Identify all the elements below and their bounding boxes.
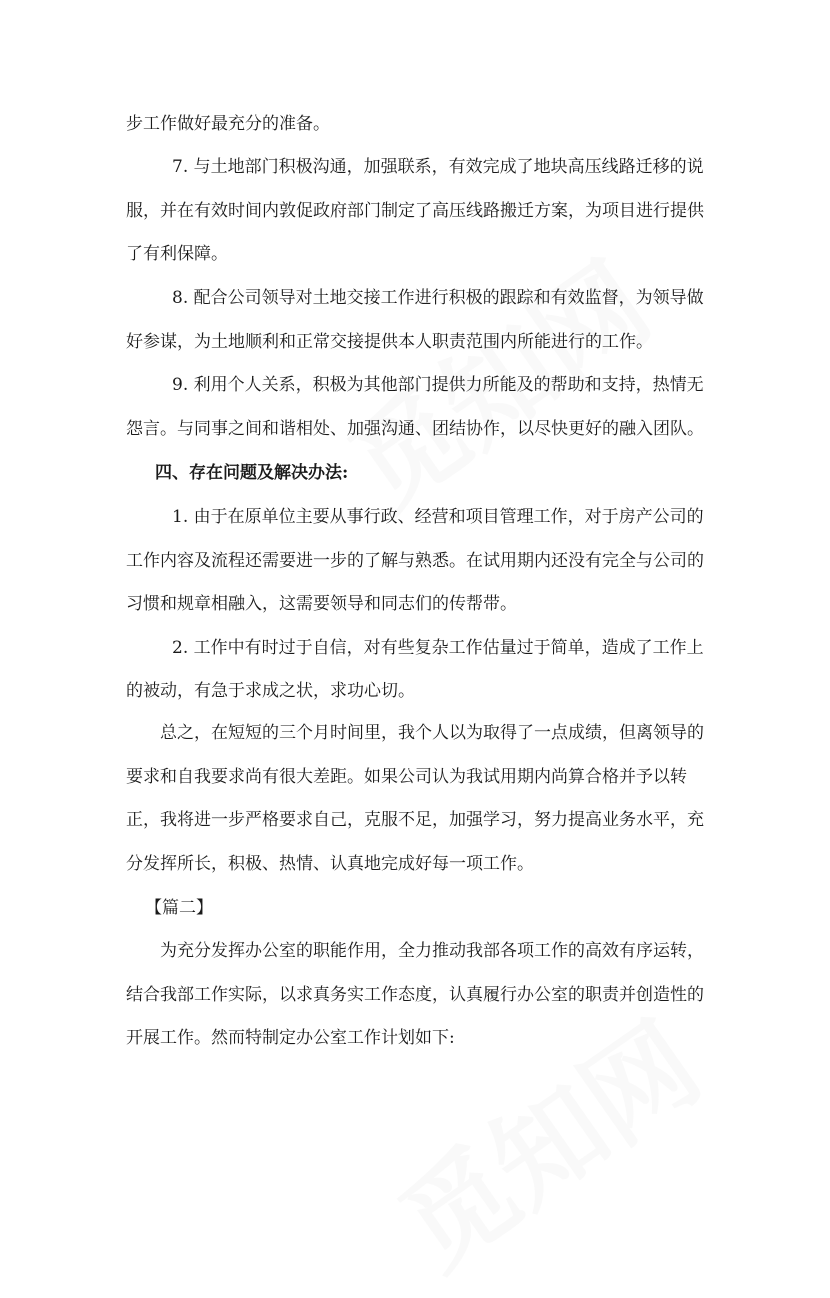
paragraph-line: 2. 工作中有时过于自信，对有些复杂工作估量过于简单，造成了工作上 xyxy=(172,638,704,658)
paragraph-line: 好参谋，为土地顺利和正常交接提供本人职责范围内所能进行的工作。 xyxy=(126,332,653,352)
paragraph-line: 习惯和规章相融入，这需要领导和同志们的传帮带。 xyxy=(126,594,517,614)
paragraph-line: 7. 与土地部门积极沟通，加强联系，有效完成了地块高压线路迁移的说 xyxy=(172,157,704,177)
paragraph-line: 工作内容及流程还需要进一步的了解与熟悉。在试用期内还没有完全与公司的 xyxy=(126,551,704,571)
paragraph-line: 正，我将进一步严格要求自己，克服不足，加强学习，努力提高业务水平，充 xyxy=(126,810,704,830)
paragraph-line: 的被动，有急于求成之状，求功心切。 xyxy=(126,681,415,701)
paragraph-line: 9. 利用个人关系，积极为其他部门提供力所能及的帮助和支持，热情无 xyxy=(172,375,704,395)
paragraph-line: 步工作做好最充分的准备。 xyxy=(126,114,330,134)
paragraph-line: 为充分发挥办公室的职能作用，全力推动我部各项工作的高效有序运转， xyxy=(160,941,704,961)
paragraph-line: 1. 由于在原单位主要从事行政、经营和项目管理工作，对于房产公司的 xyxy=(172,507,704,527)
paragraph-line: 分发挥所长，积极、热情、认真地完成好每一项工作。 xyxy=(126,854,534,874)
paragraph-line: 怨言。与同事之间和谐相处、加强沟通、团结协作，以尽快更好的融入团队。 xyxy=(126,419,704,439)
paragraph-line: 服，并在有效时间内敦促政府部门制定了高压线路搬迁方案，为项目进行提供 xyxy=(126,201,704,221)
paragraph-line: 了有利保障。 xyxy=(126,244,228,264)
paragraph-line: 总之，在短短的三个月时间里，我个人以为取得了一点成绩，但离领导的 xyxy=(160,723,704,743)
paragraph-line: 结合我部工作实际，以求真务实工作态度，认真履行办公室的职责并创造性的 xyxy=(126,985,704,1005)
paragraph-line: 8. 配合公司领导对土地交接工作进行积极的跟踪和有效监督，为领导做 xyxy=(172,288,704,308)
paragraph-line: 开展工作。然而特制定办公室工作计划如下: xyxy=(126,1028,455,1048)
section-label: 【篇二】 xyxy=(145,898,213,918)
section-heading: 四、存在问题及解决办法: xyxy=(155,463,349,483)
paragraph-line: 要求和自我要求尚有很大差距。如果公司认为我试用期内尚算合格并予以转 xyxy=(126,767,687,787)
